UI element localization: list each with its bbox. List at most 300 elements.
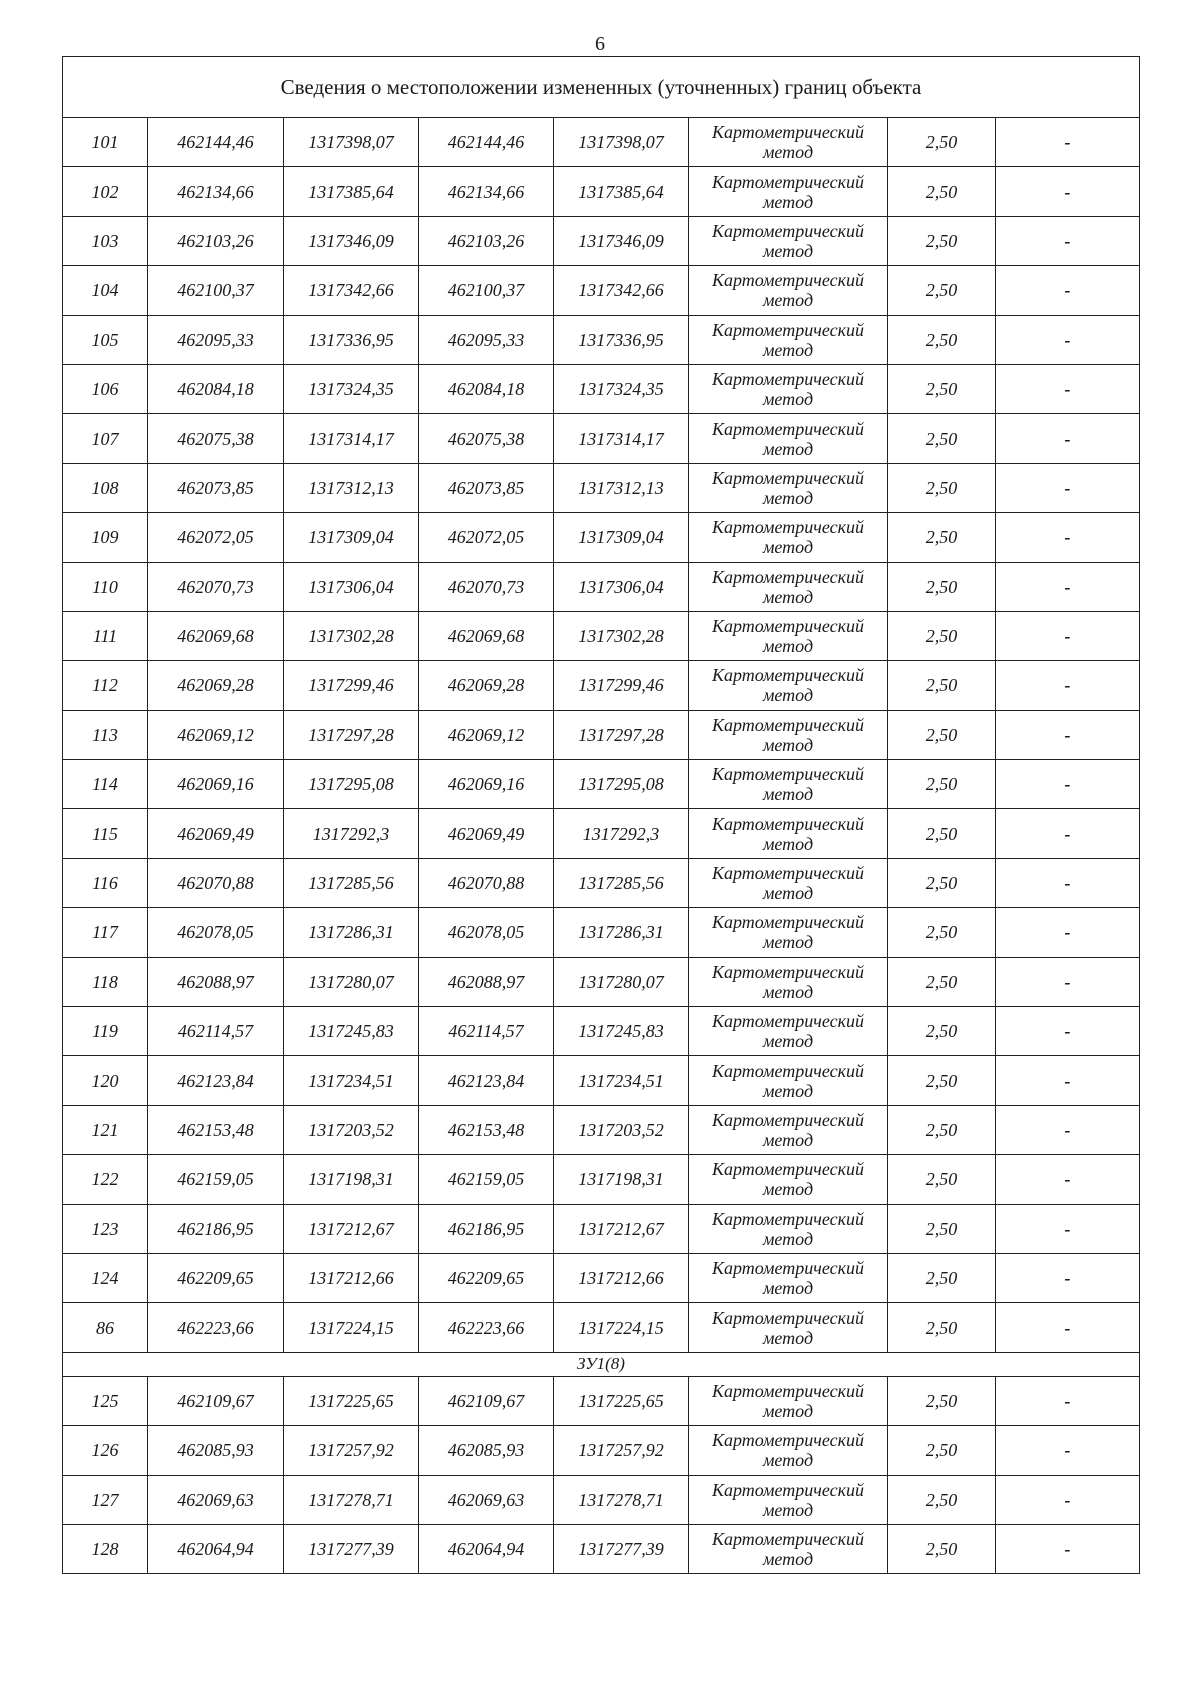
refined-x-cell: 462186,95	[419, 1204, 554, 1253]
method-text: Картометрический	[711, 665, 864, 686]
refined-x-cell: 462073,85	[419, 463, 554, 512]
point-number-cell: 128	[63, 1524, 148, 1573]
refined-x-cell: 462075,38	[419, 414, 554, 463]
table-row	[63, 266, 1140, 315]
method-cell	[689, 1105, 888, 1154]
refined-x-cell: 462144,46	[419, 118, 554, 167]
method-text: метод	[762, 537, 814, 558]
existing-x-cell: 462069,12	[148, 710, 284, 759]
note-cell: -	[996, 710, 1140, 759]
existing-y-cell: 1317224,15	[284, 1303, 419, 1352]
existing-y-cell: 1317278,71	[284, 1475, 419, 1524]
method-text: Картометрический	[711, 813, 864, 834]
method-text: метод	[762, 1179, 814, 1200]
point-number-cell: 118	[63, 957, 148, 1006]
method-cell	[689, 414, 888, 463]
note-cell: -	[996, 562, 1140, 611]
accuracy-cell: 2,50	[888, 1007, 996, 1056]
point-number-cell: 119	[63, 1007, 148, 1056]
refined-y-cell: 1317302,28	[554, 611, 689, 660]
accuracy-cell: 2,50	[888, 1303, 996, 1352]
point-number-cell: 109	[63, 513, 148, 562]
table-row	[63, 908, 1140, 957]
table-title-row	[63, 57, 1140, 118]
table-row	[63, 562, 1140, 611]
refined-x-cell: 462070,88	[419, 858, 554, 907]
point-number-cell: 114	[63, 760, 148, 809]
method-cell	[689, 1426, 888, 1475]
refined-y-cell: 1317203,52	[554, 1105, 689, 1154]
accuracy-cell: 2,50	[888, 1056, 996, 1105]
refined-y-cell: 1317309,04	[554, 513, 689, 562]
note-cell: -	[996, 809, 1140, 858]
method-cell	[689, 611, 888, 660]
table-row	[63, 1204, 1140, 1253]
method-cell	[689, 1007, 888, 1056]
existing-x-cell: 462064,94	[148, 1524, 284, 1573]
note-cell: -	[996, 858, 1140, 907]
method-cell	[689, 809, 888, 858]
point-number-cell: 86	[63, 1303, 148, 1352]
refined-x-cell: 462070,73	[419, 562, 554, 611]
coordinates-table	[62, 56, 1140, 1574]
existing-y-cell: 1317285,56	[284, 858, 419, 907]
existing-x-cell: 462223,66	[148, 1303, 284, 1352]
method-text: метод	[762, 586, 814, 607]
accuracy-cell: 2,50	[888, 513, 996, 562]
method-cell	[689, 315, 888, 364]
existing-y-cell: 1317398,07	[284, 118, 419, 167]
refined-y-cell: 1317346,09	[554, 216, 689, 265]
point-number-cell: 106	[63, 364, 148, 413]
point-number-cell: 123	[63, 1204, 148, 1253]
method-text: Картометрический	[711, 467, 864, 488]
existing-y-cell: 1317292,3	[284, 809, 419, 858]
refined-x-cell: 462109,67	[419, 1376, 554, 1425]
point-number-cell: 102	[63, 167, 148, 216]
method-text: Картометрический	[711, 1011, 864, 1032]
table-row	[63, 118, 1140, 167]
accuracy-cell: 2,50	[888, 710, 996, 759]
existing-y-cell: 1317212,66	[284, 1253, 419, 1302]
table-row	[63, 364, 1140, 413]
note-cell: -	[996, 760, 1140, 809]
note-cell: -	[996, 1105, 1140, 1154]
refined-x-cell: 462069,49	[419, 809, 554, 858]
method-text: метод	[762, 389, 814, 410]
note-cell: -	[996, 661, 1140, 710]
method-text: метод	[762, 339, 814, 360]
point-number-cell: 101	[63, 118, 148, 167]
refined-x-cell: 462069,16	[419, 760, 554, 809]
note-cell: -	[996, 1007, 1140, 1056]
method-text: Картометрический	[711, 714, 864, 735]
section-label: ЗУ1(8)	[63, 1352, 1140, 1376]
method-text: метод	[762, 1450, 814, 1471]
existing-y-cell: 1317225,65	[284, 1376, 419, 1425]
accuracy-cell: 2,50	[888, 463, 996, 512]
refined-x-cell: 462100,37	[419, 266, 554, 315]
method-text: метод	[762, 487, 814, 508]
refined-x-cell: 462085,93	[419, 1426, 554, 1475]
method-text: Картометрический	[711, 270, 864, 291]
accuracy-cell: 2,50	[888, 661, 996, 710]
table-row	[63, 1155, 1140, 1204]
existing-x-cell: 462069,28	[148, 661, 284, 710]
existing-y-cell: 1317309,04	[284, 513, 419, 562]
existing-y-cell: 1317257,92	[284, 1426, 419, 1475]
method-text: метод	[762, 1080, 814, 1101]
existing-y-cell: 1317280,07	[284, 957, 419, 1006]
accuracy-cell: 2,50	[888, 414, 996, 463]
refined-y-cell: 1317385,64	[554, 167, 689, 216]
method-text: Картометрический	[711, 1380, 864, 1401]
existing-x-cell: 462075,38	[148, 414, 284, 463]
point-number-cell: 120	[63, 1056, 148, 1105]
table-row	[63, 760, 1140, 809]
refined-x-cell: 462103,26	[419, 216, 554, 265]
accuracy-cell: 2,50	[888, 1376, 996, 1425]
method-text: Картометрический	[711, 1258, 864, 1279]
accuracy-cell: 2,50	[888, 266, 996, 315]
refined-y-cell: 1317234,51	[554, 1056, 689, 1105]
table-row	[63, 1007, 1140, 1056]
refined-y-cell: 1317312,13	[554, 463, 689, 512]
method-text: метод	[762, 191, 814, 212]
accuracy-cell: 2,50	[888, 908, 996, 957]
method-text: Картометрический	[711, 418, 864, 439]
accuracy-cell: 2,50	[888, 216, 996, 265]
table-row	[63, 957, 1140, 1006]
method-text: метод	[762, 1130, 814, 1150]
existing-x-cell: 462088,97	[148, 957, 284, 1006]
note-cell: -	[996, 1475, 1140, 1524]
method-cell	[689, 1303, 888, 1352]
existing-y-cell: 1317346,09	[284, 216, 419, 265]
point-number-cell: 116	[63, 858, 148, 907]
refined-x-cell: 462084,18	[419, 364, 554, 413]
accuracy-cell: 2,50	[888, 562, 996, 611]
method-text: Картометрический	[711, 912, 864, 933]
point-number-cell: 126	[63, 1426, 148, 1475]
refined-x-cell: 462114,57	[419, 1007, 554, 1056]
note-cell: -	[996, 908, 1140, 957]
table-row	[63, 1105, 1140, 1154]
existing-y-cell: 1317286,31	[284, 908, 419, 957]
note-cell: -	[996, 513, 1140, 562]
refined-x-cell: 462159,05	[419, 1155, 554, 1204]
method-text: Картометрический	[711, 1159, 864, 1180]
method-cell	[689, 661, 888, 710]
point-number-cell: 111	[63, 611, 148, 660]
existing-y-cell: 1317306,04	[284, 562, 419, 611]
method-cell	[689, 216, 888, 265]
table-row	[63, 315, 1140, 364]
method-cell	[689, 1253, 888, 1302]
existing-x-cell: 462072,05	[148, 513, 284, 562]
note-cell: -	[996, 315, 1140, 364]
accuracy-cell: 2,50	[888, 1204, 996, 1253]
note-cell: -	[996, 1204, 1140, 1253]
accuracy-cell: 2,50	[888, 1426, 996, 1475]
point-number-cell: 112	[63, 661, 148, 710]
point-number-cell: 125	[63, 1376, 148, 1425]
point-number-cell: 124	[63, 1253, 148, 1302]
existing-y-cell: 1317234,51	[284, 1056, 419, 1105]
table-row	[63, 1056, 1140, 1105]
refined-y-cell: 1317398,07	[554, 118, 689, 167]
existing-x-cell: 462070,88	[148, 858, 284, 907]
existing-y-cell: 1317385,64	[284, 167, 419, 216]
method-text: Картометрический	[711, 1529, 864, 1550]
existing-x-cell: 462095,33	[148, 315, 284, 364]
point-number-cell: 103	[63, 216, 148, 265]
table-row	[63, 513, 1140, 562]
note-cell: -	[996, 1376, 1140, 1425]
existing-x-cell: 462109,67	[148, 1376, 284, 1425]
existing-x-cell: 462073,85	[148, 463, 284, 512]
refined-y-cell: 1317324,35	[554, 364, 689, 413]
refined-x-cell: 462095,33	[419, 315, 554, 364]
method-text: метод	[762, 1327, 814, 1348]
method-text: Картометрический	[711, 1208, 864, 1229]
existing-x-cell: 462069,68	[148, 611, 284, 660]
existing-x-cell: 462186,95	[148, 1204, 284, 1253]
table-row	[63, 661, 1140, 710]
note-cell: -	[996, 1155, 1140, 1204]
note-cell: -	[996, 611, 1140, 660]
point-number-cell: 117	[63, 908, 148, 957]
method-text: Картометрический	[711, 863, 864, 884]
method-text: метод	[762, 1278, 814, 1299]
accuracy-cell: 2,50	[888, 809, 996, 858]
existing-x-cell: 462159,05	[148, 1155, 284, 1204]
table-row	[63, 1376, 1140, 1425]
refined-y-cell: 1317285,56	[554, 858, 689, 907]
note-cell: -	[996, 1303, 1140, 1352]
existing-x-cell: 462084,18	[148, 364, 284, 413]
refined-y-cell: 1317277,39	[554, 1524, 689, 1573]
method-cell	[689, 1155, 888, 1204]
method-text: Картометрический	[711, 1060, 864, 1081]
note-cell: -	[996, 118, 1140, 167]
method-cell	[689, 1204, 888, 1253]
table-row	[63, 710, 1140, 759]
existing-y-cell: 1317342,66	[284, 266, 419, 315]
refined-x-cell: 462134,66	[419, 167, 554, 216]
point-number-cell: 110	[63, 562, 148, 611]
refined-x-cell: 462153,48	[419, 1105, 554, 1154]
method-text: Картометрический	[711, 764, 864, 785]
method-text: метод	[762, 1549, 814, 1570]
refined-x-cell: 462072,05	[419, 513, 554, 562]
table-row	[63, 167, 1140, 216]
note-cell: -	[996, 216, 1140, 265]
method-text: Картометрический	[711, 1479, 864, 1500]
method-text: Картометрический	[711, 1430, 864, 1451]
table-row	[63, 463, 1140, 512]
accuracy-cell: 2,50	[888, 1524, 996, 1573]
point-number-cell: 122	[63, 1155, 148, 1204]
accuracy-cell: 2,50	[888, 1253, 996, 1302]
existing-x-cell: 462085,93	[148, 1426, 284, 1475]
accuracy-cell: 2,50	[888, 167, 996, 216]
method-text: метод	[762, 240, 814, 261]
method-text: Картометрический	[711, 566, 864, 587]
refined-y-cell: 1317278,71	[554, 1475, 689, 1524]
refined-y-cell: 1317212,66	[554, 1253, 689, 1302]
method-text: метод	[762, 784, 814, 805]
method-cell	[689, 710, 888, 759]
existing-y-cell: 1317336,95	[284, 315, 419, 364]
refined-y-cell: 1317245,83	[554, 1007, 689, 1056]
method-text: Картометрический	[711, 369, 864, 390]
method-text: метод	[762, 438, 814, 459]
existing-x-cell: 462078,05	[148, 908, 284, 957]
note-cell: -	[996, 266, 1140, 315]
table-row	[63, 414, 1140, 463]
accuracy-cell: 2,50	[888, 1155, 996, 1204]
table-row	[63, 1303, 1140, 1352]
existing-y-cell: 1317302,28	[284, 611, 419, 660]
existing-y-cell: 1317245,83	[284, 1007, 419, 1056]
refined-y-cell: 1317297,28	[554, 710, 689, 759]
existing-x-cell: 462069,16	[148, 760, 284, 809]
section-row	[63, 1352, 1140, 1376]
refined-x-cell: 462209,65	[419, 1253, 554, 1302]
note-cell: -	[996, 1056, 1140, 1105]
refined-x-cell: 462069,12	[419, 710, 554, 759]
refined-y-cell: 1317286,31	[554, 908, 689, 957]
refined-y-cell: 1317224,15	[554, 1303, 689, 1352]
existing-x-cell: 462153,48	[148, 1105, 284, 1154]
refined-y-cell: 1317198,31	[554, 1155, 689, 1204]
accuracy-cell: 2,50	[888, 1475, 996, 1524]
note-cell: -	[996, 463, 1140, 512]
refined-x-cell: 462078,05	[419, 908, 554, 957]
page-number: 6	[595, 33, 605, 55]
existing-y-cell: 1317295,08	[284, 760, 419, 809]
method-cell	[689, 1524, 888, 1573]
refined-y-cell: 1317306,04	[554, 562, 689, 611]
accuracy-cell: 2,50	[888, 858, 996, 907]
existing-y-cell: 1317312,13	[284, 463, 419, 512]
existing-x-cell: 462123,84	[148, 1056, 284, 1105]
refined-y-cell: 1317225,65	[554, 1376, 689, 1425]
method-cell	[689, 1376, 888, 1425]
method-text: метод	[762, 1228, 814, 1249]
existing-x-cell: 462069,63	[148, 1475, 284, 1524]
point-number-cell: 115	[63, 809, 148, 858]
accuracy-cell: 2,50	[888, 364, 996, 413]
table-row	[63, 1475, 1140, 1524]
method-text: Картометрический	[711, 616, 864, 637]
note-cell: -	[996, 1253, 1140, 1302]
refined-x-cell: 462123,84	[419, 1056, 554, 1105]
method-cell	[689, 167, 888, 216]
method-text: метод	[762, 1400, 814, 1421]
note-cell: -	[996, 364, 1140, 413]
method-cell	[689, 957, 888, 1006]
method-text: метод	[762, 734, 814, 755]
existing-x-cell: 462069,49	[148, 809, 284, 858]
note-cell: -	[996, 957, 1140, 1006]
existing-x-cell: 462209,65	[148, 1253, 284, 1302]
method-text: Картометрический	[711, 517, 864, 538]
refined-x-cell: 462069,28	[419, 661, 554, 710]
method-cell	[689, 463, 888, 512]
refined-x-cell: 462069,63	[419, 1475, 554, 1524]
method-text: метод	[762, 981, 814, 1002]
refined-x-cell: 462223,66	[419, 1303, 554, 1352]
note-cell: -	[996, 414, 1140, 463]
method-text: Картометрический	[711, 220, 864, 241]
method-text: Картометрический	[711, 122, 864, 143]
method-cell	[689, 562, 888, 611]
table-row	[63, 1253, 1140, 1302]
existing-y-cell: 1317297,28	[284, 710, 419, 759]
accuracy-cell: 2,50	[888, 315, 996, 364]
method-cell	[689, 1475, 888, 1524]
existing-x-cell: 462144,46	[148, 118, 284, 167]
method-text: метод	[762, 1031, 814, 1052]
existing-x-cell: 462070,73	[148, 562, 284, 611]
refined-x-cell: 462064,94	[419, 1524, 554, 1573]
method-text: Картометрический	[711, 1307, 864, 1328]
refined-y-cell: 1317257,92	[554, 1426, 689, 1475]
accuracy-cell: 2,50	[888, 957, 996, 1006]
point-number-cell: 127	[63, 1475, 148, 1524]
existing-y-cell: 1317299,46	[284, 661, 419, 710]
refined-y-cell: 1317212,67	[554, 1204, 689, 1253]
accuracy-cell: 2,50	[888, 611, 996, 660]
method-cell	[689, 118, 888, 167]
refined-y-cell: 1317280,07	[554, 957, 689, 1006]
method-text: метод	[762, 142, 814, 163]
accuracy-cell: 2,50	[888, 1105, 996, 1154]
point-number-cell: 107	[63, 414, 148, 463]
point-number-cell: 105	[63, 315, 148, 364]
table-row	[63, 216, 1140, 265]
existing-y-cell: 1317203,52	[284, 1105, 419, 1154]
refined-y-cell: 1317295,08	[554, 760, 689, 809]
refined-y-cell: 1317336,95	[554, 315, 689, 364]
refined-x-cell: 462069,68	[419, 611, 554, 660]
point-number-cell: 104	[63, 266, 148, 315]
refined-y-cell: 1317342,66	[554, 266, 689, 315]
table-row	[63, 858, 1140, 907]
method-text: метод	[762, 636, 814, 657]
existing-y-cell: 1317212,67	[284, 1204, 419, 1253]
method-text: метод	[762, 833, 814, 854]
method-text: Картометрический	[711, 171, 864, 192]
method-cell	[689, 908, 888, 957]
method-cell	[689, 1056, 888, 1105]
table-row	[63, 611, 1140, 660]
method-text: метод	[762, 932, 814, 953]
note-cell: -	[996, 1426, 1140, 1475]
method-cell	[689, 266, 888, 315]
table-row	[63, 1524, 1140, 1573]
point-number-cell: 108	[63, 463, 148, 512]
existing-x-cell: 462134,66	[148, 167, 284, 216]
table-row	[63, 809, 1140, 858]
accuracy-cell: 2,50	[888, 760, 996, 809]
existing-x-cell: 462114,57	[148, 1007, 284, 1056]
refined-y-cell: 1317299,46	[554, 661, 689, 710]
existing-x-cell: 462100,37	[148, 266, 284, 315]
method-text: метод	[762, 883, 814, 904]
